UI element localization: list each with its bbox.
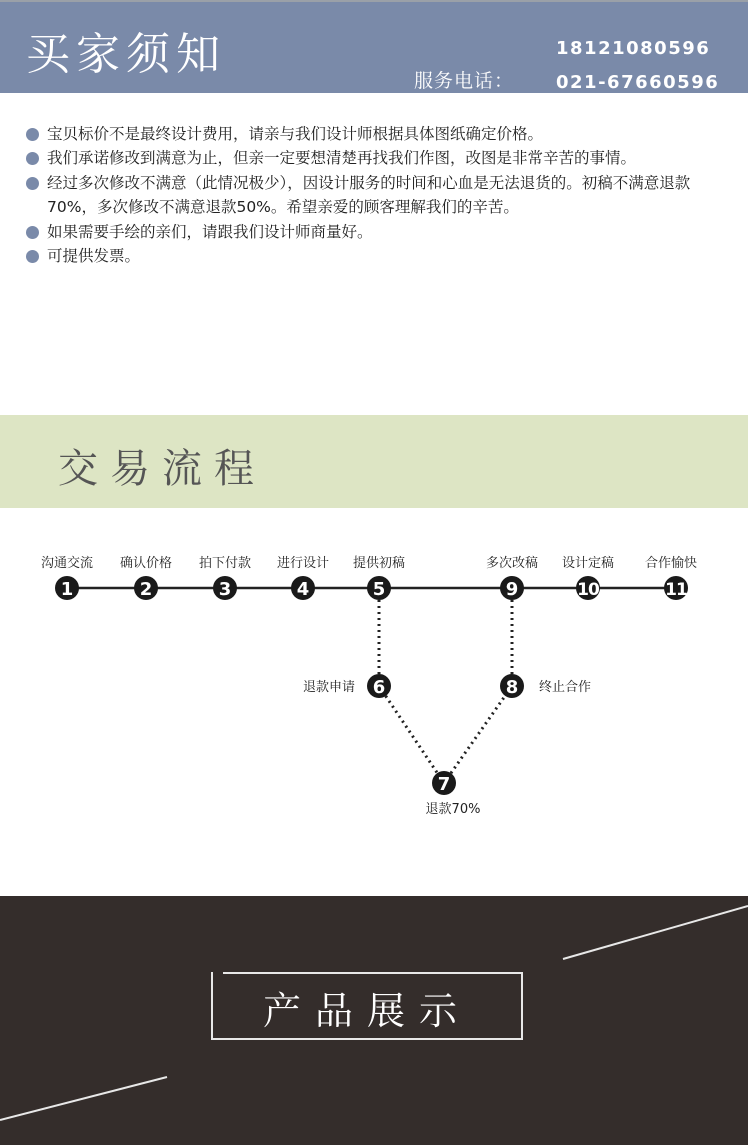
showcase-section [0,896,748,1145]
step-1 [41,555,93,600]
step-3 [199,555,251,600]
step-number: 10 [577,580,599,600]
notice-item: 经过多次修改不满意（此情况极少），因设计服务的时间和心血是无法退货的。初稿不满意退款70%，多次修改不满意退款50%。希望亲爱的顾客理解我们的辛苦。 [25,171,735,220]
step-label: 退款申请 [302,680,355,695]
branch-line-6-7 [379,686,444,783]
process-title: 交易流程 [58,446,266,492]
step-number: 6 [372,677,386,698]
step-number: 7 [437,774,451,795]
step-label: 进行设计 [276,556,330,571]
step-4 [277,555,329,600]
notice-item: 可提供发票。 [25,244,735,268]
step-label: 提供初稿 [352,556,406,571]
step-label: 退款70% [425,802,481,817]
phone-landline: 021-67660596 [556,72,720,93]
step-label: 终止合作 [539,680,592,695]
header-banner [0,0,748,93]
step-6 [303,674,391,698]
step-label: 设计定稿 [561,556,615,571]
notice-item: 如果需要手绘的亲们，请跟我们设计师商量好。 [25,220,735,244]
process-flow-diagram [0,540,748,840]
phone-label: 服务电话： [414,70,515,92]
step-number: 8 [505,677,519,698]
deco-line-top [563,906,748,959]
step-number: 5 [372,579,386,600]
step-9 [486,555,538,600]
step-number: 1 [60,579,74,600]
step-number: 9 [505,579,519,600]
page-title: 买家须知 [26,29,226,80]
branch-line-7-8 [444,686,512,783]
notice-list [25,122,735,268]
step-8 [500,674,591,698]
step-label: 合作愉快 [644,556,698,571]
step-label: 确认价格 [119,556,173,571]
step-label: 拍下付款 [198,556,252,571]
process-band [0,415,748,508]
showcase-title: 产品展示 [262,989,471,1033]
step-7 [426,771,481,817]
step-2 [120,555,172,600]
notice-item: 宝贝标价不是最终设计费用，请亲与我们设计师根据具体图纸确定价格。 [25,122,735,146]
step-number: 3 [218,579,232,600]
step-11 [645,555,697,600]
step-10 [562,555,614,600]
step-label: 多次改稿 [485,556,539,571]
showcase-title-frame [211,972,523,1040]
step-label: 沟通交流 [40,556,94,571]
deco-line-bottom [0,1077,167,1120]
phone-mobile: 18121080596 [556,38,711,59]
step-5 [353,555,405,600]
step-number: 11 [665,580,687,600]
step-number: 4 [296,579,310,600]
step-number: 2 [139,579,153,600]
notice-item: 我们承诺修改到满意为止，但亲一定要想清楚再找我们作图，改图是非常辛苦的事情。 [25,146,735,170]
